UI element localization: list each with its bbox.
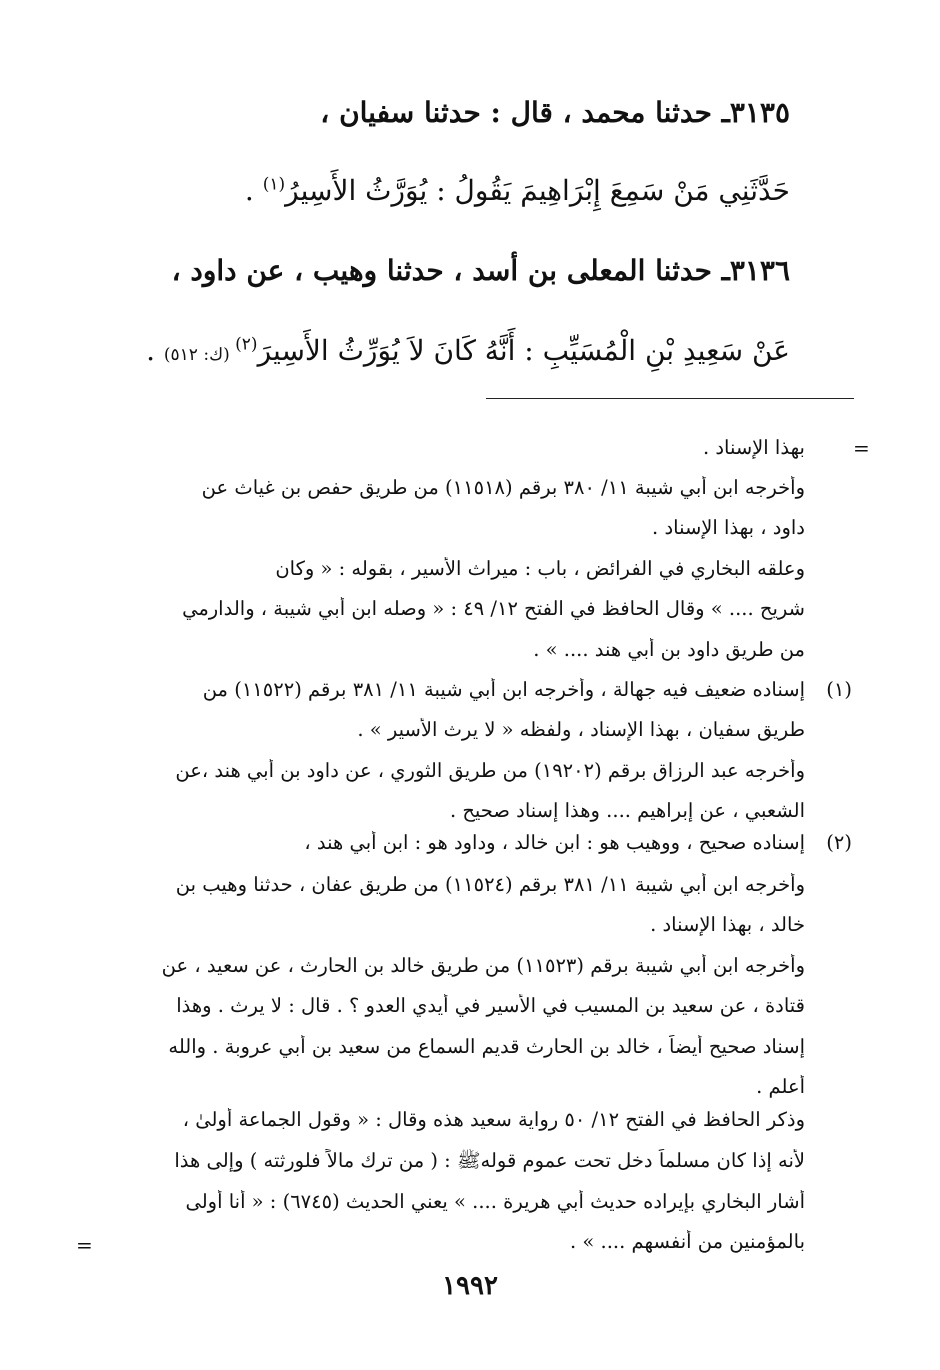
hadith-number: ٣١٣٥ — [729, 96, 790, 129]
hadith-end: . — [244, 174, 263, 207]
footnote-reference: (٢) — [235, 334, 258, 355]
footnote-2-line: بالمؤمنين من أنفسهم .... » . — [570, 1230, 805, 1253]
footnote-continued-line: من طريق داود بن أبي هند .... » . — [533, 638, 805, 661]
continuation-mark-top: = — [853, 436, 870, 460]
footnote-2-line: قتادة ، عن سعيد بن المسيب في الأسير في أيدي العدو ؟ . قال : لا يرث . وهذا — [176, 994, 805, 1017]
footnote-continued-line: وعلقه البخاري في الفرائض ، باب : ميراث الأسير ، بقوله : « وكان — [275, 557, 805, 580]
hadith-3136-line-2 — [146, 334, 790, 368]
hadith-3136-line-1 — [172, 254, 790, 288]
continuation-mark-bottom: = — [76, 1233, 93, 1257]
footnote-2-line: وذكر الحافظ في الفتح ١٢/ ٥٠ رواية سعيد هذه وقال : « وقول الجماعة أولىٰ ، — [182, 1108, 805, 1131]
footnote-1-line: إسناده ضعيف فيه جهالة ، وأخرجه ابن أبي شيبة ١١/ ٣٨١ برقم (١١٥٢٢) من — [202, 678, 805, 701]
hadith-chain: ـ حدثنا محمد ، قال : حدثنا سفيان ، — [320, 96, 730, 129]
footnote-2-line: أعلم . — [756, 1075, 805, 1098]
footnote-2-line: خالد ، بهذا الإسناد . — [650, 913, 805, 936]
footnote-2-marker: (٢) — [826, 831, 852, 854]
footnote-reference: (١) — [262, 174, 286, 195]
footnote-separator — [486, 398, 854, 399]
footnote-continued-line: وأخرجه ابن أبي شيبة ١١/ ٣٨٠ برقم (١١٥١٨) من طريق حفص بن غياث عن — [201, 476, 805, 499]
footnote-2-line: أشار البخاري بإيراده حديث أبي هريرة .... » يعني الحديث (٦٧٤٥) : « أنا أولى — [185, 1190, 805, 1213]
footnote-continued-line: بهذا الإسناد . — [702, 436, 805, 459]
footnote-1-line: وأخرجه عبد الرزاق برقم (١٩٢٠٢) من طريق الثوري ، عن داود بن أبي هند ،عن — [175, 759, 805, 782]
hadith-chain: ـ حدثنا المعلى بن أسد ، حدثنا وهيب ، عن داود ، — [171, 254, 730, 287]
footnote-2-line: وأخرجه ابن أبي شيبة ١١/ ٣٨١ برقم (١١٥٢٤) من طريق عفان ، حدثنا وهيب بن — [175, 873, 805, 896]
cross-reference: (ك: ٥١٢) — [163, 345, 236, 365]
footnote-2-line: إسناد صحيح أيضاً ، خالد بن الحارث قديم السماع من سعيد بن أبي عروبة . والله — [168, 1035, 805, 1058]
page-number: ١٩٩٢ — [442, 1271, 498, 1301]
hadith-3135-line-2 — [245, 174, 790, 208]
footnote-1-marker: (١) — [826, 678, 852, 701]
hadith-number: ٣١٣٦ — [729, 254, 790, 287]
footnote-2-line: وأخرجه ابن أبي شيبة برقم (١١٥٢٣) من طريق خالد بن الحارث ، عن سعيد ، عن — [161, 954, 805, 977]
footnote-2-line: إسناده صحيح ، ووهيب هو : ابن خالد ، وداود هو : ابن أبي هند ، — [304, 831, 805, 854]
hadith-text: عَنْ سَعِيدِ بْنِ الْمُسَيِّبِ : أَنَّهُ كَانَ لاَ يُوَرِّثُ الأَسِيرَ — [257, 334, 790, 367]
footnote-continued-line: شريح .... » وقال الحافظ في الفتح ١٢/ ٤٩ : « وصله ابن أبي شيبة ، والدارمي — [182, 597, 805, 620]
footnote-1-line: الشعبي ، عن إبراهيم .... وهذا إسناد صحيح . — [449, 799, 805, 822]
hadith-3135-line-1 — [320, 96, 790, 130]
footnote-2-line: لأنه إذا كان مسلماً دخل تحت عموم قولهﷺ : ( من ترك مالاً فلورثته ) وإلى هذا — [174, 1149, 805, 1172]
hadith-end: . — [146, 334, 164, 367]
footnote-1-line: طريق سفيان ، بهذا الإسناد ، ولفظه « لا يرث الأسير » . — [357, 718, 805, 741]
hadith-text: حَدَّثَنِي مَنْ سَمِعَ إِبْرَاهِيمَ يَقُولُ : يُوَرَّثُ الأَسِيرُ — [285, 174, 790, 207]
footnote-continued-line: داود ، بهذا الإسناد . — [652, 516, 805, 539]
